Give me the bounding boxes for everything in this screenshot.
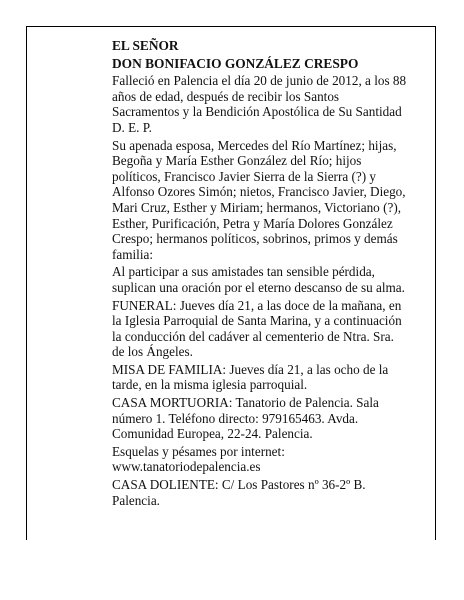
family-paragraph: Su apenada esposa, Mercedes del Río Martínez; hijas, Begoña y María Esther González del Río; hijos políticos, Francisco Javier Sierra de la Sierra (?) y Alfonso Ozores Simón; nietos, Francisco Javier, Diego, Mari Cruz, Esther y Miriam; hermanos, Victoriano (?), Esther, Purificación, Petra y María Dolores González Crespo; hermanos políticos, sobrinos, primos y demás familia: [112,137,406,262]
family-mass-paragraph: MISA DE FAMILIA: Jueves día 21, a las ocho de la tarde, en la misma iglesia parroquial. [112,361,389,393]
request-paragraph: Al participar a sus amistades tan sensible pérdida, suplican una oración por el eterno descanso de su alma. [112,264,405,295]
obituary-notice [112,38,424,510]
internet-condolences-paragraph: Esquelas y pésames por internet: www.tanatoriodepalencia.es [112,443,285,475]
funeral-paragraph: FUNERAL: Jueves día 21, a las doce de la mañana, en la Iglesia Parroquial de Santa Marina, y a continuación la conducción del cadáver al cementerio de Ntra. Sra. de los Ángeles. [112,297,402,360]
death-announcement-paragraph: Falleció en Palencia el día 20 de junio de 2012, a los 88 años de edad, después de recibir los Santos Sacramentos y la Bendición Apostólica de Su Santidad D. E. P. [112,73,407,135]
notice-title-line-2: DON BONIFACIO GONZÁLEZ CRESPO [112,55,359,71]
mortuary-paragraph: CASA MORTUORIA: Tanatorio de Palencia. Sala número 1. Teléfono directo: 979165463. Avda. Comunidad Europea, 22-24. Palencia. [112,395,379,442]
notice-title-line-1: EL SEÑOR [112,38,179,53]
grieving-home-paragraph: CASA DOLIENTE: C/ Los Pastores nº 36-2º B. Palencia. [112,477,366,508]
